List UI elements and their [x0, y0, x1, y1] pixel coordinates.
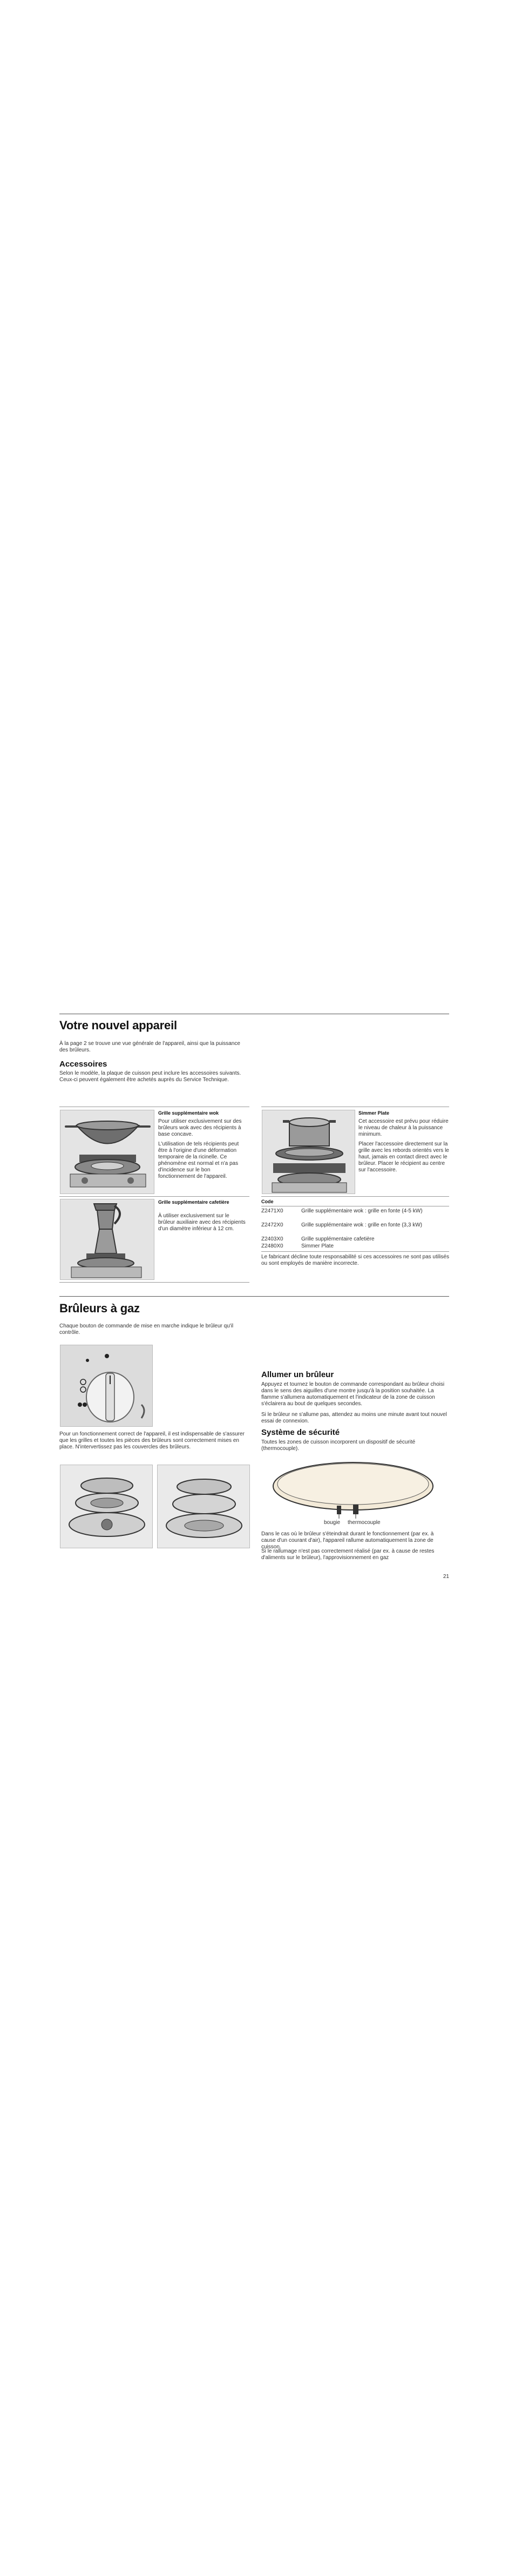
code-description: Grille supplémentaire wok : grille en fonte (3,3 kW) [301, 1222, 422, 1228]
code-row [261, 1208, 449, 1221]
simmer-paragraph-2: Placer l'accessoire directement sur la grille avec les rebords orientés vers le haut, jamais en contact direct avec le brûleur. Placer le récipient au centre sur l'accessoire. [358, 1141, 449, 1173]
ignite-paragraph-2: Si le brûleur ne s'allume pas, attendez au moins une minute avant tout nouvel essai de connexion. [261, 1412, 447, 1424]
codes-table-rule-top [261, 1196, 449, 1197]
code-description: Simmer Plate [301, 1243, 334, 1249]
accessories-heading: Accessoires [59, 1060, 107, 1069]
wok-paragraph-2: L'utilisation de tels récipients peut être à l'origine d'une déformation temporaire de la ricinelle. Ce phénomène est normal et n'a pas d'incidence sur le bon fonctionnement de l'appareil. [158, 1141, 239, 1179]
burner-exploded-illustration [60, 1465, 153, 1548]
knob-illustration [60, 1345, 153, 1427]
codes-table-rule-bottom [261, 1251, 449, 1252]
code-value: Z2472X0 [261, 1222, 283, 1228]
accessories-table-rule-mid [59, 1196, 249, 1197]
bougie-label: bougie [324, 1520, 341, 1526]
section-2-intro: Chaque bouton de commande de mise en marche indique le brûleur qu'il contrôle. [59, 1323, 234, 1336]
wok-illustration [60, 1110, 154, 1194]
code-row [261, 1243, 449, 1250]
code-description: Grille supplémentaire wok : grille en fonte (4-5 kW) [301, 1208, 423, 1214]
page-number: 21 [443, 1574, 449, 1580]
ignite-heading: Allumer un brûleur [261, 1370, 334, 1379]
accessories-intro: Selon le modèle, la plaque de cuisson peut inclure les accessoires suivants. Ceux-ci peuvent également être achetés auprès du Service Technique. [59, 1070, 241, 1083]
section-2-paragraph-2: Pour un fonctionnement correct de l'appareil, il est indispensable de s'assurer que les grilles et toutes les pièces des brûleurs sont correctement mises en place. N'intervertissez pas les couvercles des brûleurs. [59, 1431, 245, 1450]
wok-paragraph-1: Pour utiliser exclusivement sur des brûleurs wok avec des récipients à base concave. [158, 1118, 242, 1137]
code-value: Z2471X0 [261, 1208, 283, 1214]
code-row [261, 1222, 449, 1235]
burner-image-right [157, 1465, 250, 1548]
ignite-paragraph-1: Appuyez et tournez le bouton de commande correspondant au brûleur choisi dans le sens des aiguilles d'une montre jusqu'à la position souhaitée. La flamme s'allumera automatiquement et l'indicateur de la zone de cuisson s'éclairera au bout de quelques secondes. [261, 1381, 445, 1407]
codes-heading: Code [261, 1199, 274, 1204]
section-2-top-rule [59, 1296, 449, 1297]
coffee-heading: Grille supplémentaire cafetière [158, 1199, 229, 1205]
thermocouple-illustration [261, 1458, 449, 1528]
section-2-title: Brûleurs à gaz [59, 1302, 140, 1315]
wok-heading: Grille supplémentaire wok [158, 1110, 219, 1116]
simmer-plate-image [262, 1110, 355, 1194]
coffee-accessory-image [60, 1199, 154, 1280]
code-row [261, 1236, 449, 1243]
accessories-table-rule-bottom [59, 1282, 249, 1283]
code-value: Z2480X0 [261, 1243, 283, 1249]
burner-safety-diagram [261, 1458, 449, 1528]
coffee-pot-illustration [60, 1199, 154, 1280]
simmer-paragraph-1: Cet accessoire est prévu pour réduire le niveau de chaleur à la puissance minimum. [358, 1118, 449, 1137]
burner-image-left [60, 1465, 153, 1548]
coffee-paragraph-1: À utiliser exclusivement sur le brûleur auxiliaire avec des récipients d'un diamètre inférieur à 12 cm. [158, 1213, 246, 1232]
wok-accessory-image [60, 1110, 154, 1194]
control-knob-image [60, 1345, 153, 1427]
simmer-plate-illustration [262, 1110, 355, 1194]
code-description: Grille supplémentaire cafetière [301, 1236, 375, 1242]
safety-paragraph-2: Dans le cas où le brûleur s'éteindrait durant le fonctionnement (par ex. à cause d'un courant d'air), l'appareil rallume automatiquement la zone de cuisson. [261, 1531, 434, 1550]
thermocouple-label: thermocouple [348, 1520, 381, 1526]
codes-note: Le fabricant décline toute responsabilité si ces accessoires ne sont pas utilisés ou sont employés de manière incorrecte. [261, 1254, 449, 1266]
code-value: Z2403X0 [261, 1236, 283, 1242]
burner-assembled-illustration [158, 1465, 250, 1548]
section-1-title: Votre nouvel appareil [59, 1019, 177, 1032]
safety-paragraph-1: Toutes les zones de cuisson incorporent un dispositif de sécurité (thermocouple). [261, 1439, 416, 1452]
safety-paragraph-3: Si le rallumage n'est pas correctement réalisé (par ex. à cause de restes d'aliments sur le brûleur), l'approvisionnement en gaz [261, 1548, 435, 1561]
section-1-intro: À la page 2 se trouve une vue générale de l'appareil, ainsi que la puissance des brûleurs. [59, 1041, 240, 1053]
simmer-heading: Simmer Plate [358, 1110, 390, 1116]
safety-heading: Système de sécurité [261, 1428, 340, 1437]
